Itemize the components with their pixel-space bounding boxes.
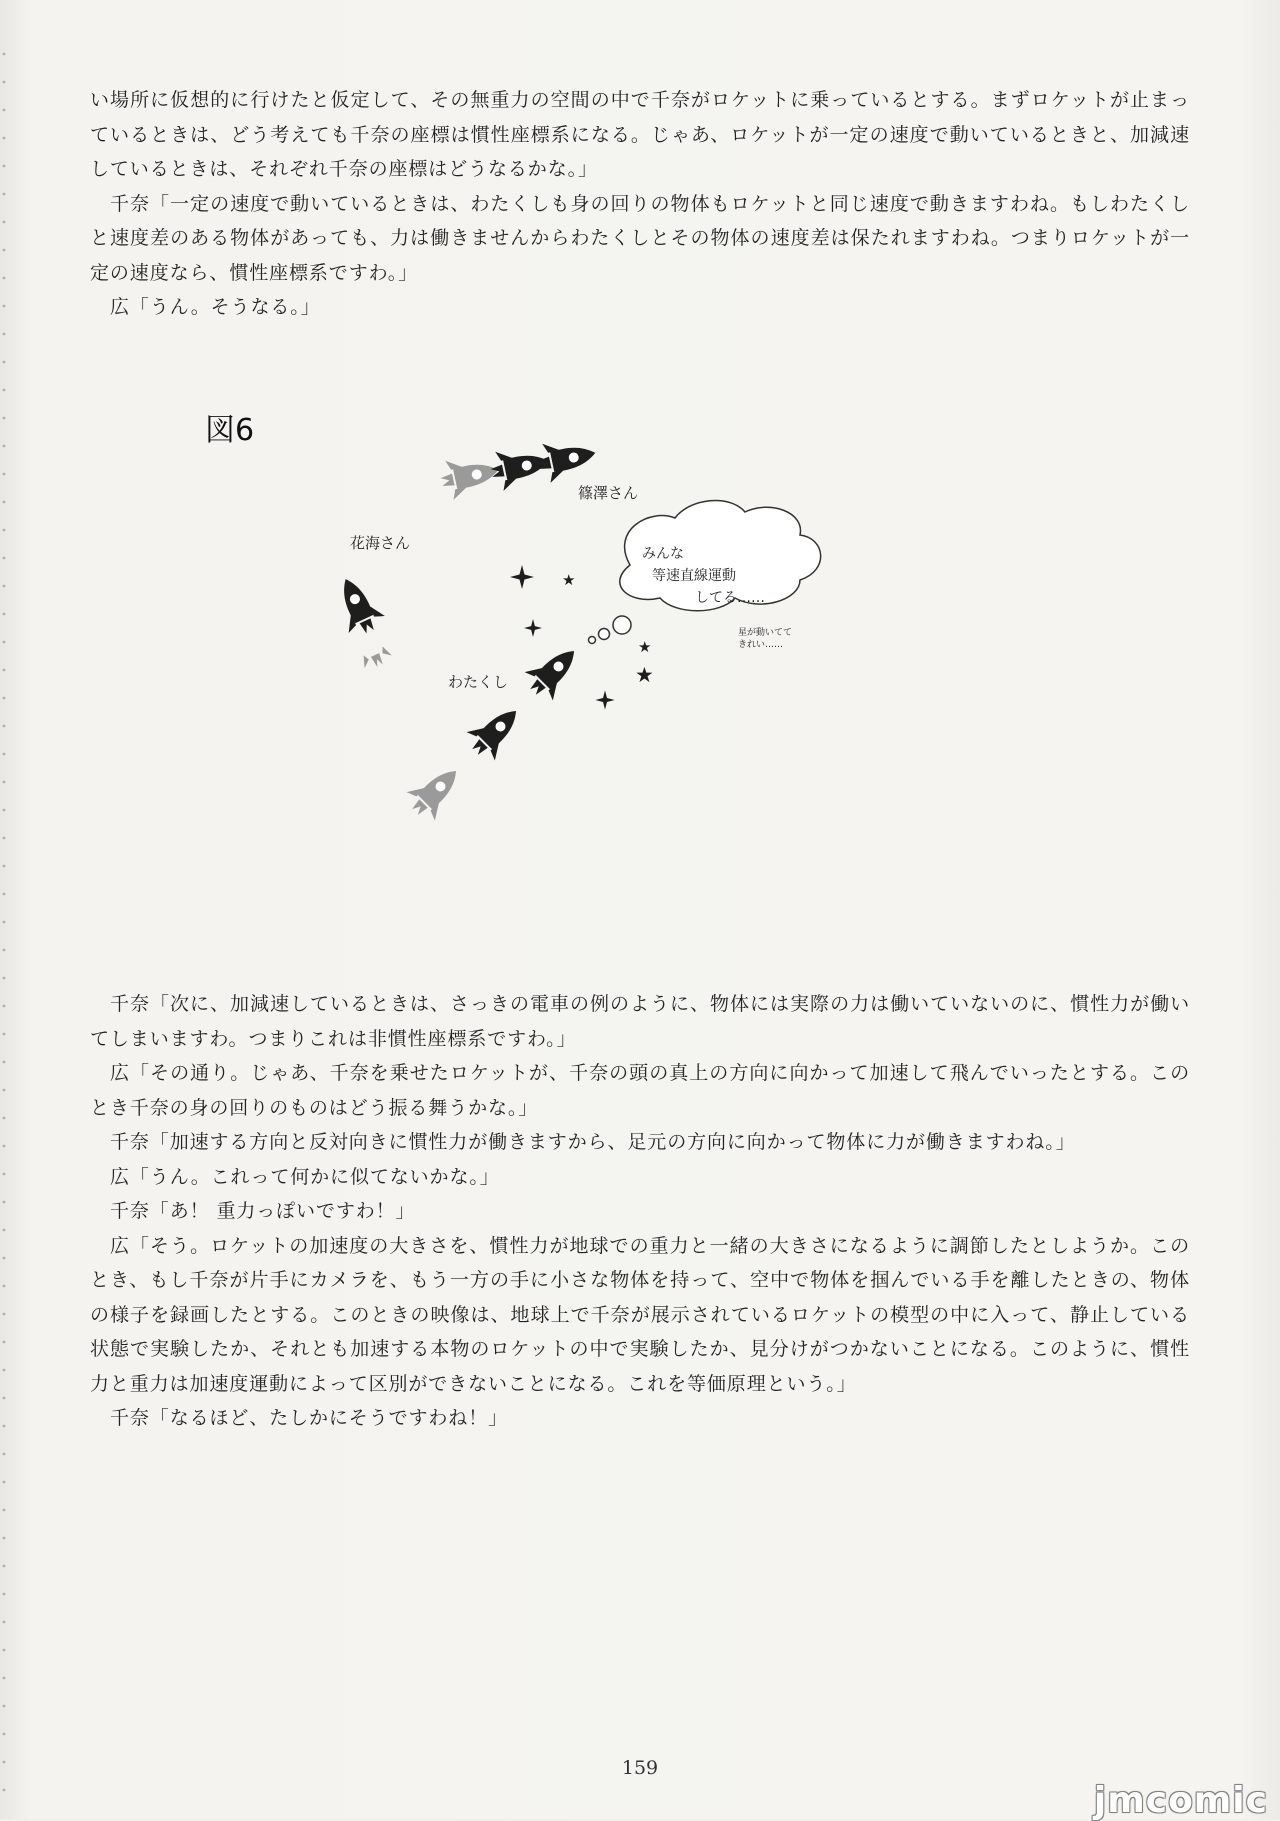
hanami-rocket <box>330 571 388 640</box>
watermark-logo: jmcomic <box>1093 1780 1268 1821</box>
paragraph-hiro-1: 広「うん。そうなる。」 <box>110 296 321 318</box>
paragraph-chiná-4: 千奈「あ！ 重力っぽいですわ！」 <box>110 1200 416 1222</box>
text-block-bottom <box>90 987 1190 1436</box>
watakushi-ghost-rocket <box>401 757 470 826</box>
bubble-line-2: 等速直線運動 <box>652 568 736 584</box>
figure-label: 図6 <box>205 413 255 448</box>
bubble-line-1: みんな <box>642 546 684 562</box>
text-block-top <box>90 83 1190 325</box>
paragraph-chiná-3: 千奈「加速する方向と反対向きに慣性力が働きますから、足元の方向に向かって物体に力が働きますわね。」 <box>110 1131 1076 1153</box>
label-hanami: 花海さん <box>350 534 411 552</box>
watakushi-rocket-1 <box>519 637 588 706</box>
shinozawa-ghost-rocket <box>437 450 502 501</box>
hanami-ghost-rocket <box>360 645 394 673</box>
paragraph-narration: い場所に仮想的に行けたと仮定して、その無重力の空間の中で千奈がロケットに乗っているとする。まずロケットが止まっているときは、どう考えても千奈の座標は慣性座標系になる。じゃあ、ロケットが一定の速度で動いているときと、加減速しているときは、それぞれ千奈の座標はどうなるかな。」 <box>90 89 1190 180</box>
paragraph-hiro-3: 広「うん。これって何かに似てないかな。」 <box>110 1165 500 1188</box>
label-shinozawa: 篠澤さん <box>578 484 639 502</box>
star-icon: ★ <box>562 571 576 589</box>
paragraph-chiná-5: 千奈「なるほど、たしかにそうですわね！」 <box>110 1407 509 1429</box>
star-icon <box>510 565 534 589</box>
page-number: 159 <box>621 1757 659 1779</box>
star-icon: ★ <box>638 638 652 656</box>
star-icon: ★ <box>635 663 654 687</box>
binding-holes <box>0 40 8 1800</box>
shinozawa-rocket-2 <box>534 433 599 484</box>
note-line-2: きれい…… <box>738 640 784 650</box>
paragraph-chiná-2: 千奈「次に、加減速しているときは、さっきの電車の例のように、物体には実際の力は働いていないのに、慣性力が働いてしまいますわ。つまりこれは非慣性座標系ですわ。」 <box>90 993 1190 1050</box>
paragraph-hiro-2: 広「その通り。じゃあ、千奈を乗せたロケットが、千奈の頭の真上の方向に向かって加速して飛んでいったとする。このとき千奈の身の回りのものはどう振る舞うかな。」 <box>90 1062 1190 1119</box>
label-watakushi: わたくし <box>448 673 509 691</box>
star-icon <box>524 619 542 637</box>
paragraph-chiná-1: 千奈「一定の速度で動いているときは、わたくしも身の回りの物体もロケットと同じ速度で動きますわね。もしわたくしと速度差のある物体があっても、力は働きませんからわたくしとその物体の速度差は保たれますわね。つまりロケットが一定の速度なら、慣性座標系ですわ。」 <box>90 192 1190 284</box>
note-line-1: 星が動いてて <box>738 628 793 638</box>
figure-6-illustration <box>330 420 850 840</box>
paragraph-hiro-4: 広「そう。ロケットの加速度の大きさを、慣性力が地球での重力と一緒の大きさになるように調節したとしようか。このとき、もし千奈が片手にカメラを、もう一方の手に小さな物体を持って、空中で物体を掴んでいる手を離したときの、物体の様子を録画したとする。このときの映像は、地球上で千奈が展示されているロケットの模型の中に入って、静止している状態で実験したか、それとも加速する本物のロケットの中で実験したか、見分けがつかないことになる。このように、慣性力と重力は加速度運動によって区別ができないことになる。これを等価原理という。」 <box>90 1234 1190 1395</box>
star-icon <box>595 690 614 709</box>
watakushi-rocket-2 <box>461 697 530 766</box>
bubble-line-3: してる…… <box>695 590 765 606</box>
